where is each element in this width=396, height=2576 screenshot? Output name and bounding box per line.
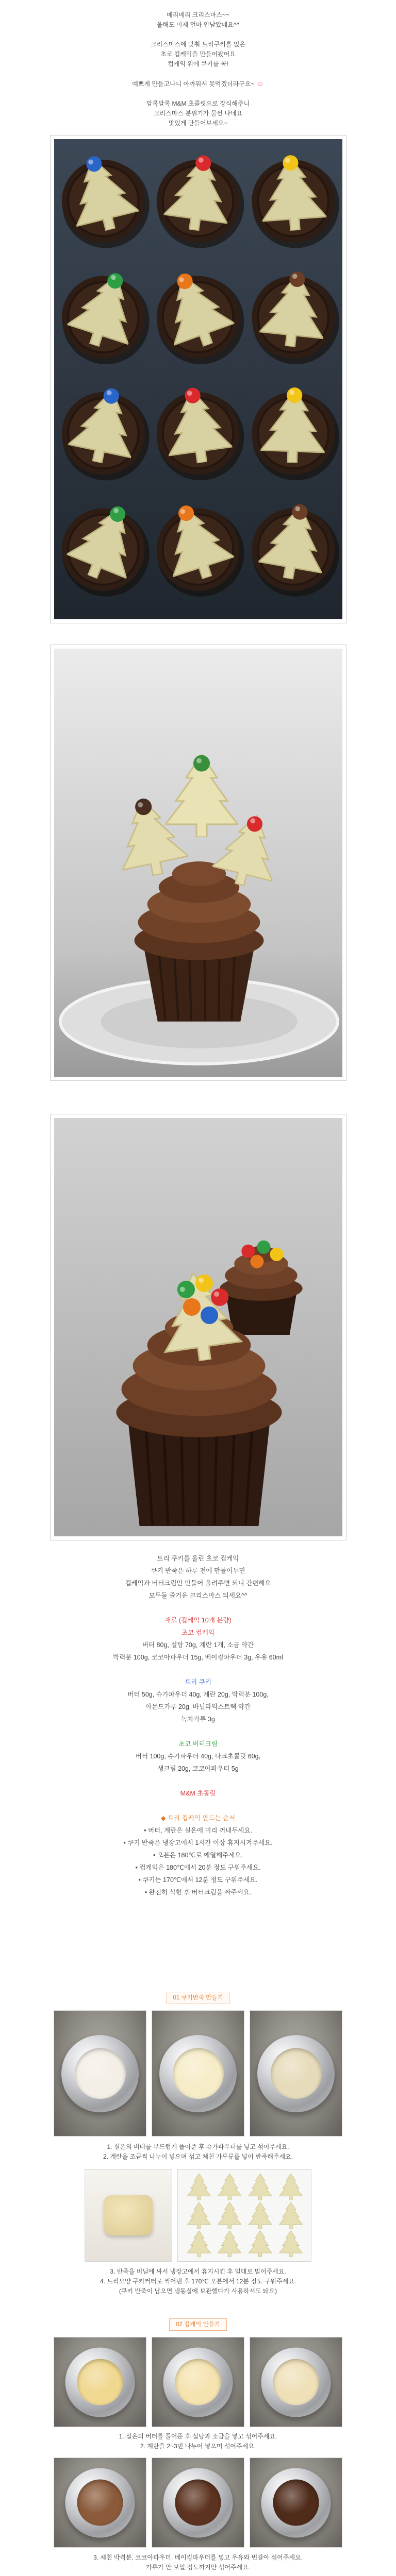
text-line (0, 118, 396, 128)
cupcake-closeup-image (54, 1118, 342, 1536)
photo-cupcake-three-trees (50, 645, 346, 1081)
text-line (0, 1886, 396, 1899)
line-text: 버터 80g, 설탕 70g, 계란 1개, 소금 약간 (142, 1641, 254, 1649)
line-text: 트리 쿠키를 올린 초코 컵케익 (157, 1555, 239, 1562)
section-heading (0, 1992, 396, 2004)
text-line (0, 1713, 396, 1725)
cookie-dough (104, 2195, 153, 2235)
step-caption (0, 2267, 396, 2296)
line-text: ◆ 트리 컵케익 만드는 순서 (160, 1815, 236, 1822)
text-line (0, 89, 396, 99)
text-line (0, 2152, 396, 2162)
line-text: 크리스마스 분위기가 물씬 나네요 (153, 110, 243, 117)
line-text: 모두들 즐거운 크리스마스 되세요^^ (148, 1592, 248, 1599)
step-photo-bowl (152, 2010, 244, 2137)
line-text: 트리 쿠키 (185, 1679, 211, 1686)
text-line (0, 69, 396, 79)
step-photo-row (0, 2458, 396, 2548)
line-text: M&M 초콜릿 (180, 1790, 216, 1797)
line-text: 박력분 100g, 코코아파우더 15g, 베이킹파우더 3g, 우유 60ml (113, 1654, 283, 1661)
line-text: 초코 컵케익 (182, 1629, 214, 1636)
line-text: • 컵케익은 180℃에서 20분 정도 구워주세요. (135, 1864, 261, 1871)
text-line (0, 1750, 396, 1762)
photo-cupcake-closeup (50, 1114, 346, 1540)
section-heading (0, 2318, 396, 2331)
line-text: 3. 반죽을 비닐에 싸서 냉장고에서 휴지시킨 후 밀대로 밀어주세요. (110, 2268, 286, 2275)
line-text: 버터 50g, 슈가파우더 40g, 계란 20g, 박력분 100g, (127, 1691, 269, 1698)
line-text: 아몬드가루 20g, 바닐라익스트랙 약간 (145, 1703, 251, 1710)
line-text: 1. 실온의 버터를 부드럽게 풀어준 후 슈가파우더를 넣고 섞어주세요. (107, 2143, 289, 2150)
step-caption (0, 2432, 396, 2451)
text-line (0, 1812, 396, 1824)
text-line (0, 1651, 396, 1664)
bowl (65, 2347, 135, 2417)
line-text: 재료 (컵케익 10개 분량) (164, 1617, 232, 1624)
line-text: 크리스마스에 맞춰 트리쿠키를 얹은 (151, 41, 245, 48)
text-line (0, 1861, 396, 1874)
text-line (0, 109, 396, 118)
step-caption (0, 2142, 396, 2162)
step-photo-bowl (54, 2458, 146, 2548)
bowl (65, 2468, 135, 2537)
step-photo-bowl (250, 2337, 342, 2427)
step-photo-bowl (250, 2010, 342, 2137)
line-text: 2. 계란을 조금씩 나누어 넣으며 섞고 체친 가루류를 넣어 반죽해주세요. (103, 2153, 293, 2160)
text-line (0, 1874, 396, 1886)
step-photo-row (0, 2337, 396, 2427)
line-text: • 쿠키 반죽은 냉장고에서 1시간 이상 휴지시켜주세요. (123, 1839, 273, 1846)
cutout-cookie (279, 2174, 302, 2200)
line-text: • 버터, 계란은 실온에 미리 꺼내두세요. (144, 1827, 252, 1834)
text-line (0, 1787, 396, 1800)
recipe-text (0, 1552, 396, 1899)
bowl (261, 2468, 331, 2537)
line-text: (쿠키 반죽이 남으면 냉동실에 보관했다가 사용하셔도 돼요) (119, 2287, 277, 2295)
line-text: 초코 컵케익을 만들어봤어요 (160, 50, 236, 58)
bowl-contents (273, 2359, 319, 2405)
text-line (0, 2432, 396, 2442)
step-photo-bowl (54, 2010, 146, 2137)
bowl-contents (77, 2480, 123, 2526)
text-line (0, 1614, 396, 1626)
line-text: 알록달록 M&M 초콜릿으로 장식해주니 (146, 100, 250, 107)
section-title: 02 컵케익 만들기 (169, 2318, 227, 2331)
cutout-cookie (249, 2231, 272, 2257)
line-text: 맛있게 만들어보세요~ (168, 120, 228, 127)
line-text: 녹차가루 3g (181, 1716, 215, 1723)
cupcake-on-plate-image (54, 649, 342, 1077)
text-line (0, 1552, 396, 1565)
bowl-contents (175, 2359, 221, 2405)
cutout-cookie (187, 2202, 210, 2228)
cutout-cookie (187, 2174, 210, 2200)
text-line (0, 2563, 396, 2572)
text-line (0, 2277, 396, 2286)
step-caption (0, 2553, 396, 2572)
step-photo-bowl (54, 2337, 146, 2427)
bowl-contents (175, 2480, 221, 2526)
step-photo-row (0, 2010, 396, 2137)
line-text: 예쁘게 만들고나니 아까워서 못먹겠더라구요~ (132, 80, 255, 88)
cutout-cookie (279, 2231, 302, 2257)
step-photo-bowl (152, 2337, 244, 2427)
line-text: • 오븐은 180℃로 예열해주세요. (153, 1852, 243, 1859)
text-line (0, 1775, 396, 1787)
text-line (0, 2442, 396, 2451)
text-line (0, 1762, 396, 1775)
cutout-cookie (187, 2231, 210, 2257)
line-text: 컵케익 위에 쿠키를 콕! (168, 60, 228, 67)
line-text: 메리메리 크리스마스~~ (167, 11, 229, 19)
text-line (0, 1577, 396, 1589)
text-line (0, 30, 396, 40)
text-line (0, 1626, 396, 1639)
step-photo-cutout-cookies (177, 2169, 311, 2262)
line-text: 생크림 20g, 코코아파우더 5g (157, 1765, 239, 1772)
text-line (0, 59, 396, 69)
text-line (0, 1664, 396, 1676)
text-line (0, 40, 396, 49)
bowl-contents (271, 2048, 322, 2099)
line-text: • 완전히 식힌 후 버터크림을 짜주세요. (144, 1889, 252, 1896)
bowl (159, 2035, 237, 2112)
step-photo-row (0, 2169, 396, 2262)
bowl (257, 2035, 335, 2112)
text-line (0, 99, 396, 109)
text-line (0, 20, 396, 30)
text-line (0, 79, 396, 89)
text-line (0, 1824, 396, 1837)
cutout-cookie (249, 2174, 272, 2200)
bowl-contents (173, 2048, 224, 2099)
cutout-cookie (218, 2231, 241, 2257)
cutout-cookie (249, 2202, 272, 2228)
text-line (0, 1800, 396, 1812)
text-line (0, 10, 396, 20)
bowl-contents (77, 2359, 123, 2405)
line-text: 2. 계란을 2~3번 나누어 넣으며 섞어주세요. (140, 2443, 256, 2450)
cutout-cookie (279, 2202, 302, 2228)
line-text: 버터 100g, 슈가파우더 40g, 다크초콜릿 60g, (135, 1753, 261, 1760)
line-text: 1. 실온의 버터를 풀어준 후 설탕과 소금을 넣고 섞어주세요. (119, 2433, 277, 2440)
smile-emoji-icon: ☺ (256, 79, 264, 88)
text-line (0, 2142, 396, 2152)
text-line (0, 1676, 396, 1688)
step-photo-bowl (152, 2458, 244, 2548)
text-line (0, 2267, 396, 2277)
section-title: 01 쿠키반죽 만들기 (167, 1992, 230, 2004)
text-line (0, 2286, 396, 2296)
step-photo-dough (85, 2169, 172, 2262)
step-photo-bowl (250, 2458, 342, 2548)
text-line (0, 1688, 396, 1701)
text-line (0, 1837, 396, 1849)
text-line (0, 1738, 396, 1750)
text-line (0, 1565, 396, 1577)
cutout-cookie (218, 2174, 241, 2200)
text-line (0, 1589, 396, 1602)
text-line (0, 2553, 396, 2563)
line-text: 가루가 안 보일 정도까지만 섞어주세요. (145, 2564, 251, 2571)
line-text: 초코 버터크림 (178, 1740, 218, 1748)
bowl (261, 2347, 331, 2417)
cupcake-grid-image (54, 139, 342, 619)
bowl-contents (273, 2480, 319, 2526)
bowl (163, 2347, 233, 2417)
text-line (0, 49, 396, 59)
line-text: • 쿠키는 170℃에서 12분 정도 구워주세요. (138, 1876, 258, 1884)
photo-cupcake-grid (50, 135, 346, 623)
line-text: 4. 트리모양 쿠키커터로 찍어낸 후 170℃ 오븐에서 12분 정도 구워주세요. (100, 2278, 296, 2285)
text-line (0, 1602, 396, 1614)
bowl-contents (75, 2048, 126, 2099)
text-line (0, 1701, 396, 1713)
cutout-cookies-image (178, 2170, 311, 2261)
line-text: 3. 체친 박력분, 코코아파우더, 베이킹파우더를 넣고 우유와 번갈아 섞어주세요. (93, 2554, 303, 2561)
text-line (0, 1849, 396, 1861)
cutout-cookie (218, 2202, 241, 2228)
bowl (163, 2468, 233, 2537)
text-line (0, 1725, 396, 1738)
line-text: 올해도 이제 얼마 안남았네요^^ (156, 21, 240, 28)
line-text: 쿠키 반죽은 하루 전에 만들어두면 (151, 1567, 245, 1574)
intro-text (0, 10, 396, 128)
text-line (0, 1639, 396, 1651)
line-text: 컵케익과 버터크림만 만들어 올려주면 되니 간편해요 (125, 1580, 271, 1587)
bowl (61, 2035, 139, 2112)
